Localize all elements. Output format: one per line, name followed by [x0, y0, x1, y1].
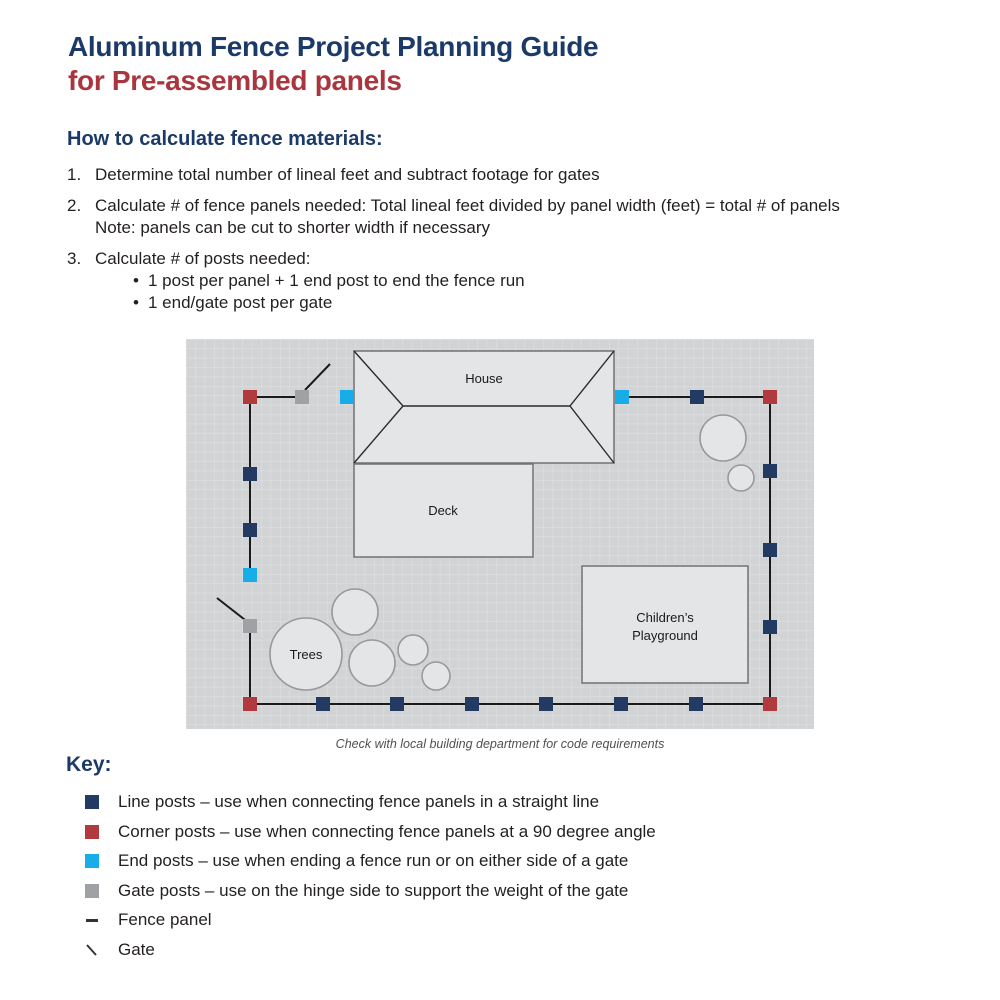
- gate-diagonal-icon: [85, 943, 99, 957]
- key-item-line-posts: [66, 791, 656, 813]
- end-post: [340, 390, 354, 404]
- line-post: [763, 620, 777, 634]
- key-item-gate: [66, 939, 656, 961]
- line-post: [243, 467, 257, 481]
- trees-label: Trees: [289, 647, 323, 662]
- tree-circle: [332, 589, 378, 635]
- playground-label-line2: Playground: [632, 628, 698, 643]
- instruction-item-3: [67, 248, 952, 314]
- instructions-section: [67, 127, 952, 323]
- corner-post: [243, 697, 257, 711]
- key-item-label: Line posts – use when connecting fence panels in a straight line: [118, 792, 600, 811]
- tree-circle: [349, 640, 395, 686]
- key-item-label: Corner posts – use when connecting fence panels at a 90 degree angle: [118, 821, 656, 841]
- line-post: [614, 697, 628, 711]
- instructions-heading: How to calculate fence materials:: [67, 128, 383, 150]
- instruction-bullet-1: [133, 270, 952, 292]
- bullet-icon: [133, 292, 148, 314]
- line-post: [539, 697, 553, 711]
- end-post: [243, 568, 257, 582]
- site-plan-diagram: [186, 339, 814, 729]
- instruction-note: Note: panels can be cut to shorter width if necessary: [95, 218, 490, 237]
- key-item-label: Fence panel: [118, 910, 212, 929]
- key-item-label: Gate posts – use on the hinge side to support the weight of the gate: [118, 880, 629, 900]
- page-title: Aluminum Fence Project Planning Guide: [68, 31, 599, 62]
- line-post: [689, 697, 703, 711]
- list-number: 1.: [67, 165, 82, 184]
- key-item-corner-posts: [66, 821, 656, 843]
- instruction-text: Calculate # of fence panels needed: Total lineal feet divided by panel width (feet) = total # of panels: [95, 196, 840, 215]
- gate-post-swatch-icon: [85, 884, 99, 898]
- line-post: [390, 697, 404, 711]
- line-post: [243, 523, 257, 537]
- line-post: [465, 697, 479, 711]
- bullet-icon: [133, 270, 148, 292]
- end-post-swatch-icon: [85, 854, 99, 868]
- line-post: [763, 464, 777, 478]
- corner-post: [763, 697, 777, 711]
- page-subtitle: for Pre-assembled panels: [68, 65, 402, 96]
- tree-circle: [398, 635, 428, 665]
- bullet-text: 1 post per panel + 1 end post to end the fence run: [148, 271, 525, 290]
- key-heading: Key:: [66, 753, 112, 776]
- instruction-item-2: [67, 195, 952, 239]
- key-item-gate-posts: [66, 880, 656, 902]
- corner-post: [763, 390, 777, 404]
- line-post-swatch-icon: [85, 795, 99, 809]
- house-outline: [354, 351, 614, 463]
- key-item-label: End posts – use when ending a fence run or on either side of a gate: [118, 851, 629, 870]
- diagram-caption: Check with local building department for code requirements: [335, 737, 665, 751]
- tree-circle: [728, 465, 754, 491]
- gate-post: [243, 619, 257, 633]
- bullet-text: 1 end/gate post per gate: [148, 293, 333, 312]
- line-post: [316, 697, 330, 711]
- tree-circle: [700, 415, 746, 461]
- key-section: [66, 752, 656, 968]
- deck-label: Deck: [428, 503, 458, 518]
- fence-panel-dash-icon: [85, 913, 99, 927]
- instruction-text: Calculate # of posts needed:: [95, 249, 311, 268]
- instruction-text: Determine total number of lineal feet and subtract footage for gates: [95, 165, 600, 184]
- house-label: House: [465, 371, 503, 386]
- key-item-end-posts: [66, 850, 656, 872]
- gate-post: [295, 390, 309, 404]
- instruction-bullet-2: [133, 292, 952, 314]
- playground-label-line1: Children’s: [636, 610, 694, 625]
- corner-post-swatch-icon: [85, 825, 99, 839]
- line-post: [690, 390, 704, 404]
- corner-post: [243, 390, 257, 404]
- key-item-label: Gate: [118, 939, 155, 959]
- line-post: [763, 543, 777, 557]
- header: [68, 30, 598, 98]
- list-number: 2.: [67, 196, 82, 215]
- tree-circle: [422, 662, 450, 690]
- instruction-item-1: [67, 164, 952, 186]
- list-number: 3.: [67, 249, 82, 268]
- end-post: [615, 390, 629, 404]
- key-item-fence-panel: [66, 909, 656, 931]
